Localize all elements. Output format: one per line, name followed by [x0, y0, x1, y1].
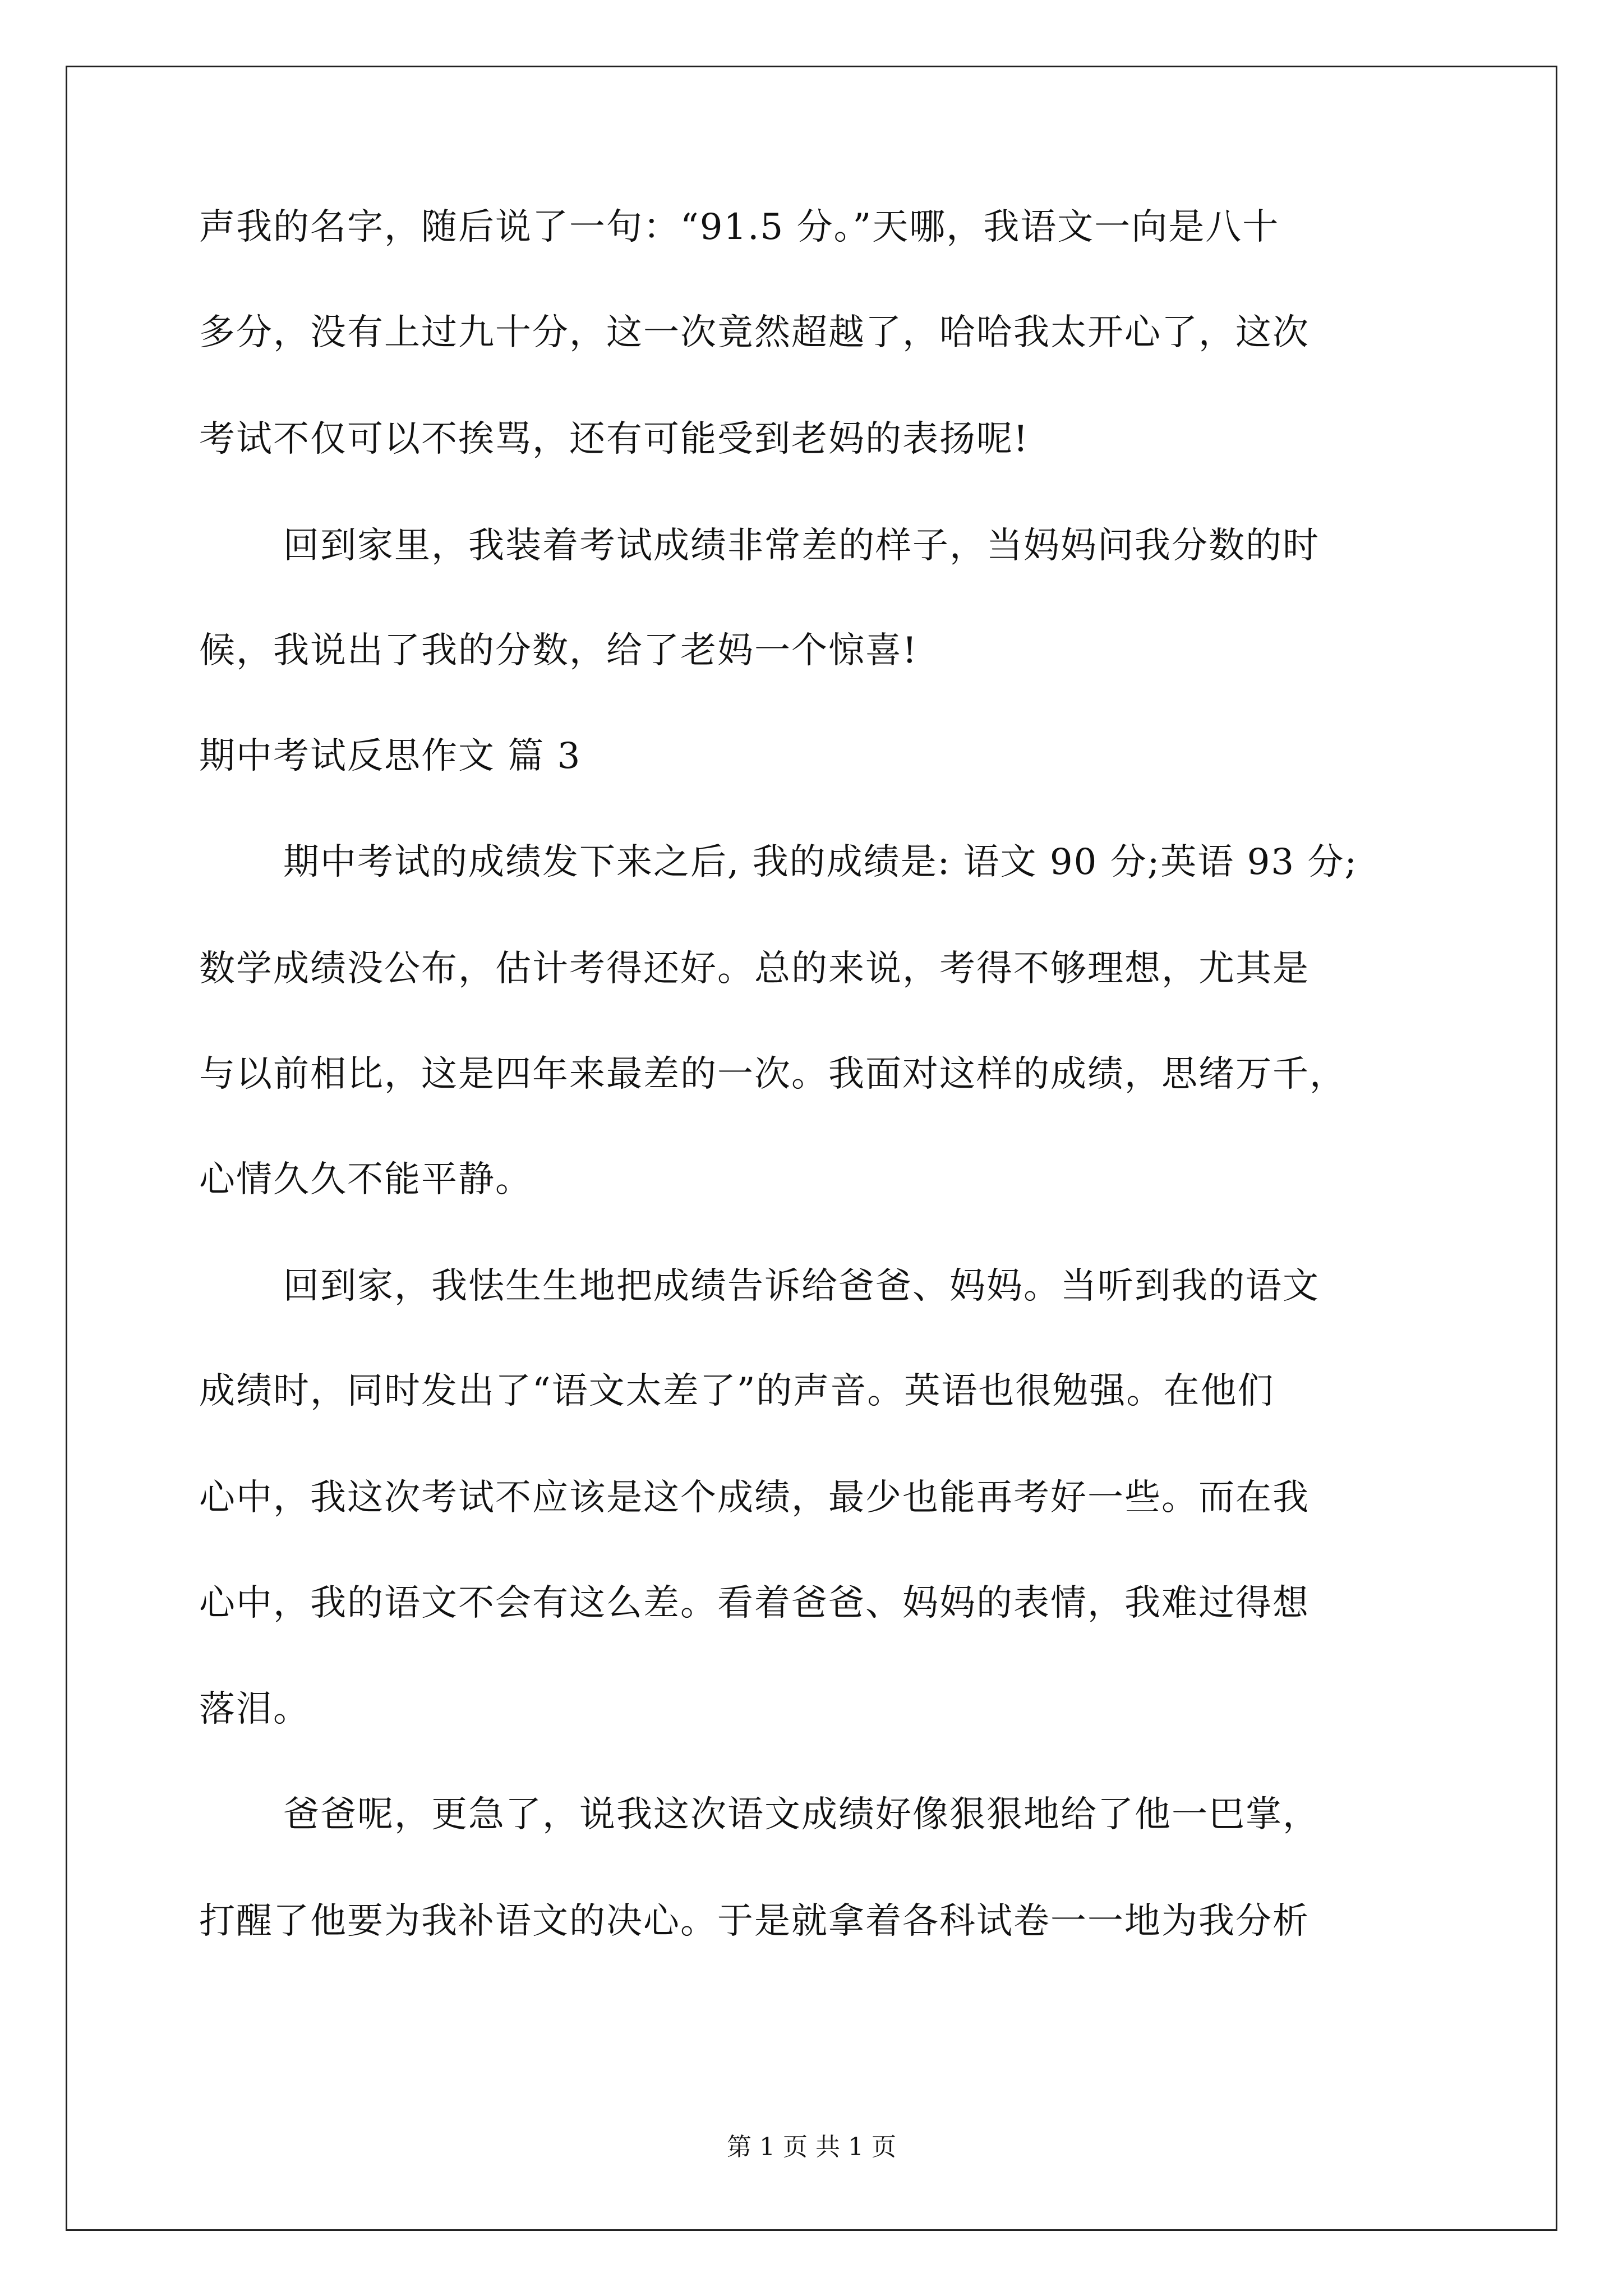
- text-line: 心中，我的语文不会有这么差。看着爸爸、妈妈的表情，我难过得想: [199, 1582, 1310, 1624]
- paragraph-start: 回到家，我怯生生地把成绩告诉给爸爸、妈妈。当听到我的语文: [283, 1266, 1320, 1307]
- text-line: 心情久久不能平静。: [199, 1159, 532, 1200]
- text-line: 落泪。: [199, 1688, 310, 1730]
- text-line: 与以前相比，这是四年来最差的一次。我面对这样的成绩，思绪万千，: [199, 1053, 1347, 1095]
- text-line: 候，我说出了我的分数，给了老妈一个惊喜!: [199, 630, 918, 671]
- section-heading: 期中考试反思作文 篇 3: [199, 735, 582, 777]
- page-number: 第 1 页 共 1 页: [727, 2133, 896, 2161]
- text-line: 数学成绩没公布，估计考得还好。总的来说，考得不够理想，尤其是: [199, 948, 1310, 990]
- paragraph-start: 期中考试的成绩发下来之后, 我的成绩是: 语文 90 分;英语 93 分;: [283, 841, 1358, 883]
- text-line: 心中，我这次考试不应该是这个成绩，最少也能再考好一些。而在我: [199, 1477, 1310, 1519]
- text-line: 打醒了他要为我补语文的决心。于是就拿着各科试卷一一地为我分析: [199, 1901, 1310, 1942]
- paragraph-start: 回到家里，我装着考试成绩非常差的样子，当妈妈问我分数的时: [283, 525, 1320, 567]
- text-line: 成绩时，同时发出了“语文太差了”的声音。英语也很勉强。在他们: [199, 1370, 1275, 1412]
- text-line: 声我的名字，随后说了一句：“91.5 分。”天哪，我语文一向是八十: [199, 206, 1280, 248]
- paragraph-start: 爸爸呢，更急了，说我这次语文成绩好像狠狠地给了他一巴掌，: [283, 1794, 1320, 1835]
- text-line: 考试不仅可以不挨骂，还有可能受到老妈的表扬呢!: [199, 418, 1029, 460]
- text-line: 多分，没有上过九十分，这一次竟然超越了，哈哈我太开心了，这次: [199, 312, 1310, 353]
